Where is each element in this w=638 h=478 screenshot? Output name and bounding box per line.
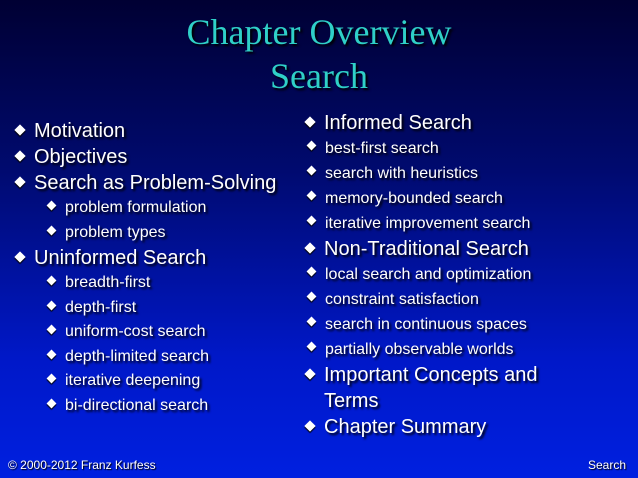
outline-item: [306, 236, 626, 262]
outline-item-label: Motivation: [34, 120, 126, 142]
outline-subitem-label: depth-limited search: [65, 347, 210, 365]
outline-item: [306, 362, 626, 414]
title-line-2: Search: [270, 56, 368, 96]
outline-subitem: [306, 287, 626, 312]
slide-title: [0, 10, 638, 98]
outline-subitem: [306, 262, 626, 287]
diamond-bullet-icon: [14, 124, 25, 135]
outline-item: [16, 118, 306, 144]
outline-subitem-label: depth-first: [65, 298, 137, 316]
diamond-bullet-icon: [307, 317, 317, 327]
diamond-bullet-icon: [304, 420, 315, 431]
diamond-bullet-icon: [47, 325, 57, 335]
footer-copyright: © 2000-2012 Franz Kurfess: [8, 458, 156, 472]
diamond-bullet-icon: [304, 116, 315, 127]
outline-subitem-label: best-first search: [325, 140, 439, 157]
outline-item-label: Informed Search: [324, 112, 472, 134]
diamond-bullet-icon: [307, 292, 317, 302]
diamond-bullet-icon: [47, 225, 57, 235]
diamond-bullet-icon: [307, 191, 317, 201]
outline-item-label: Objectives: [34, 146, 128, 168]
outline-subitem-label: breadth-first: [65, 274, 151, 291]
diamond-bullet-icon: [307, 342, 317, 352]
diamond-bullet-icon: [47, 374, 57, 384]
diamond-bullet-icon: [307, 141, 317, 151]
outline-item: [16, 144, 306, 170]
outline-subitem-label: search with heuristics: [325, 165, 478, 182]
diamond-bullet-icon: [14, 176, 25, 187]
outline-subitem-label: iterative deepening: [65, 372, 201, 389]
outline-subitem: [16, 345, 306, 370]
outline-subitem: [306, 136, 626, 161]
outline-item-label: Uninformed Search: [34, 247, 207, 269]
outline-item-label: Search as Problem-Solving: [34, 172, 277, 194]
outline-subitem: [16, 369, 306, 394]
outline-subitem-label: memory-bounded search: [325, 190, 503, 207]
outline-subitem-label: constraint satisfaction: [325, 291, 479, 308]
diamond-bullet-icon: [47, 276, 57, 286]
outline-subitem-label: problem types: [65, 223, 166, 241]
outline-subitem: [306, 186, 626, 211]
outline-item-label: Chapter Summary: [324, 416, 487, 438]
diamond-bullet-icon: [14, 150, 25, 161]
footer-topic: Search: [587, 458, 626, 472]
outline-subitem-label: bi-directional search: [65, 396, 209, 414]
outline-subitem-label: search in continuous spaces: [325, 316, 527, 333]
outline-item-label: Important Concepts and Terms: [324, 364, 538, 412]
diamond-bullet-icon: [304, 368, 315, 379]
outline-item: [16, 170, 306, 196]
outline-subitem-label: iterative improvement search: [325, 215, 531, 232]
outline-subitem: [16, 221, 306, 246]
outline-subitem: [16, 271, 306, 296]
outline-subitem-label: local search and optimization: [325, 266, 532, 283]
outline-item: [306, 414, 626, 440]
diamond-bullet-icon: [307, 216, 317, 226]
outline-subitem-label: partially observable worlds: [325, 341, 514, 358]
outline-subitem-label: uniform-cost search: [65, 323, 206, 340]
diamond-bullet-icon: [47, 201, 57, 211]
outline-subitem: [306, 312, 626, 337]
diamond-bullet-icon: [14, 251, 25, 262]
outline-item: [306, 110, 626, 136]
outline-subitem: [16, 394, 306, 419]
outline-subitem: [16, 320, 306, 345]
outline-subitem: [306, 337, 626, 362]
diamond-bullet-icon: [307, 166, 317, 176]
title-line-1: Chapter Overview: [186, 12, 452, 52]
outline-subitem: [306, 161, 626, 186]
right-outline: [306, 110, 626, 440]
outline-subitem: [16, 196, 306, 221]
diamond-bullet-icon: [307, 267, 317, 277]
outline-subitem: [16, 296, 306, 321]
diamond-bullet-icon: [47, 349, 57, 359]
outline-subitem-label: problem formulation: [65, 199, 207, 216]
diamond-bullet-icon: [47, 398, 57, 408]
outline-item-label: Non-Traditional Search: [324, 238, 529, 260]
diamond-bullet-icon: [304, 242, 315, 253]
outline-item: [16, 245, 306, 271]
left-outline: [16, 118, 306, 418]
outline-subitem: [306, 211, 626, 236]
diamond-bullet-icon: [47, 300, 57, 310]
